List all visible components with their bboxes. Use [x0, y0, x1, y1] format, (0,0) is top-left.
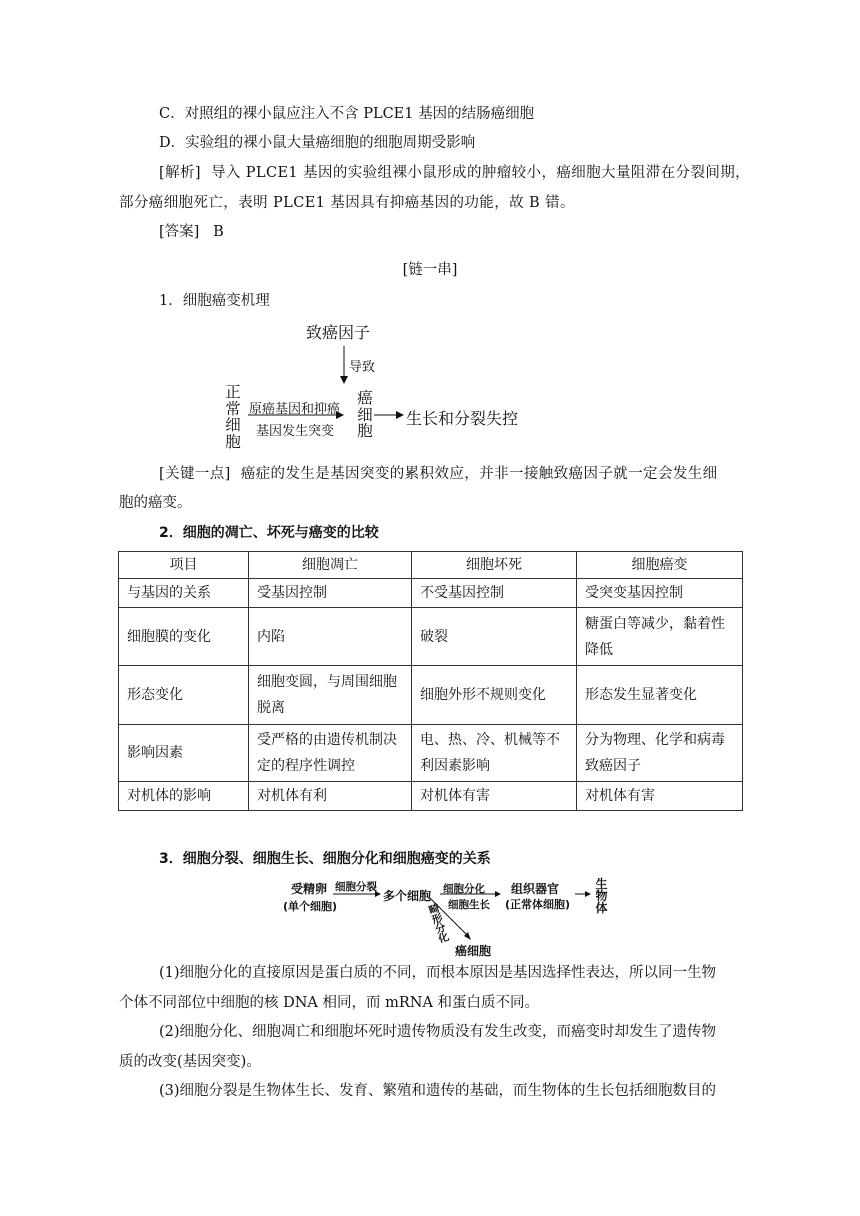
tissue-label: 组织器官 — [511, 882, 560, 896]
table-cell: 糖蛋白等减少，黏着性降低 — [577, 608, 743, 666]
table-cell: 对机体有害 — [412, 782, 577, 811]
key-point-line-2: 胞的癌变。 — [119, 495, 192, 511]
section-2-title: 2．细胞的凋亡、坏死与癌变的比较 — [159, 525, 379, 541]
comparison-table — [118, 551, 743, 811]
table-cell: 对机体有害 — [577, 782, 743, 811]
table-cell: 细胞外形不规则变化 — [412, 666, 577, 725]
table-cell: 电、热、冷、机械等不利因素影响 — [412, 725, 577, 782]
organism-label: 生 物 体 — [595, 877, 608, 915]
table-row — [119, 725, 743, 782]
table-cell: 形态变化 — [119, 666, 249, 725]
paragraph-1-line-2: 个体不同部位中细胞的核 DNA 相同，而 mRNA 和蛋白质不同。 — [119, 995, 540, 1011]
division-label: 细胞分裂 — [335, 881, 377, 893]
normal-cell-label: 正 常 细 胞 — [225, 383, 241, 451]
table-header-row — [119, 552, 743, 579]
table-cell: 对机体的影响 — [119, 782, 249, 811]
table-row — [119, 782, 743, 811]
tissue-sub-label: (正常体细胞) — [505, 898, 571, 911]
option-d: D．实验组的裸小鼠大量癌细胞的细胞周期受影响 — [159, 135, 476, 151]
table-row — [119, 579, 743, 608]
option-c: C．对照组的裸小鼠应注入不含 PLCE1 基因的结肠癌细胞 — [159, 106, 535, 122]
answer-value: B — [213, 224, 224, 240]
section-1-title: 1．细胞癌变机理 — [159, 293, 270, 309]
table-cell: 受突变基因控制 — [577, 579, 743, 608]
differentiation-label: 细胞分化 — [443, 883, 485, 895]
table-cell: 内陷 — [249, 608, 412, 666]
answer-line — [159, 222, 224, 242]
uncontrolled-growth-label: 生长和分裂失控 — [406, 409, 519, 428]
paragraph-2-line-1: (2)细胞分化、细胞凋亡和细胞坏死时遗传物质没有发生改变，而癌变时却发生了遗传物 — [159, 1024, 717, 1040]
zygote-sub-label: (单个细胞) — [283, 900, 338, 913]
answer-label: [答案] — [159, 224, 200, 240]
abnormal-differentiation-label: 畸 形 分 化 — [427, 902, 451, 946]
paragraph-1-line-1: (1)细胞分化的直接原因是蛋白质的不同，而根本原因是基因选择性表达，所以同一生物 — [159, 965, 717, 981]
table-cell: 分为物理、化学和病毒致癌因子 — [577, 725, 743, 782]
paragraph-2-line-2: 质的改变(基因突变)。 — [119, 1054, 261, 1070]
table-row — [119, 666, 743, 725]
cancer-mechanism-diagram — [222, 318, 552, 458]
table-row — [119, 608, 743, 666]
table-cell: 与基因的关系 — [119, 579, 249, 608]
analysis-line-1: [解析] 导入 PLCE1 基因的实验组裸小鼠形成的肿瘤较小，癌细胞大量阻滞在分裂间期， — [159, 165, 751, 181]
cancer-cell-label: 癌 细 胞 — [357, 389, 373, 440]
table-header: 细胞坏死 — [412, 552, 577, 579]
zygote-label: 受精卵 — [291, 882, 328, 896]
table-cell: 形态发生显著变化 — [577, 666, 743, 725]
chain-title: [链一串] — [402, 262, 458, 278]
table-cell: 破裂 — [412, 608, 577, 666]
growth-label: 细胞生长 — [448, 899, 490, 911]
table-cell: 影响因素 — [119, 725, 249, 782]
table-cell: 对机体有利 — [249, 782, 412, 811]
table-header: 细胞凋亡 — [249, 552, 412, 579]
paragraph-3-line-1: (3)细胞分裂是生物体生长、发育、繁殖和遗传的基础，而生物体的生长包括细胞数目的 — [159, 1083, 717, 1099]
multi-cell-label: 多个细胞 — [383, 889, 432, 903]
section-3-title: 3．细胞分裂、细胞生长、细胞分化和细胞癌变的关系 — [159, 851, 491, 867]
key-point-line-1: [关键一点] 癌症的发生是基因突变的累积效应，并非一接触致癌因子就一定会发生细 — [159, 466, 718, 482]
analysis-line-2: 部分癌细胞死亡，表明 PLCE1 基因具有抑癌基因的功能，故 B 错。 — [119, 195, 575, 211]
carcinogen-label: 致癌因子 — [306, 323, 371, 342]
table-cell: 细胞膜的变化 — [119, 608, 249, 666]
table-cell: 受基因控制 — [249, 579, 412, 608]
cancer-cell-label: 癌细胞 — [455, 944, 492, 958]
table-cell: 受严格的由遗传机制决定的程序性调控 — [249, 725, 412, 782]
key-point-label: [关键一点] — [159, 466, 231, 482]
table-header: 项目 — [119, 552, 249, 579]
table-cell: 不受基因控制 — [412, 579, 577, 608]
cause-label: 导致 — [349, 360, 376, 375]
table-cell: 细胞变圆，与周围细胞脱离 — [249, 666, 412, 725]
table-header: 细胞癌变 — [577, 552, 743, 579]
cell-relationship-diagram — [283, 878, 623, 960]
mutation-upper-label: 原癌基因和抑癌 — [249, 402, 341, 417]
mutation-lower-label: 基因发生突变 — [256, 424, 335, 439]
analysis-label: [解析] — [159, 165, 201, 181]
